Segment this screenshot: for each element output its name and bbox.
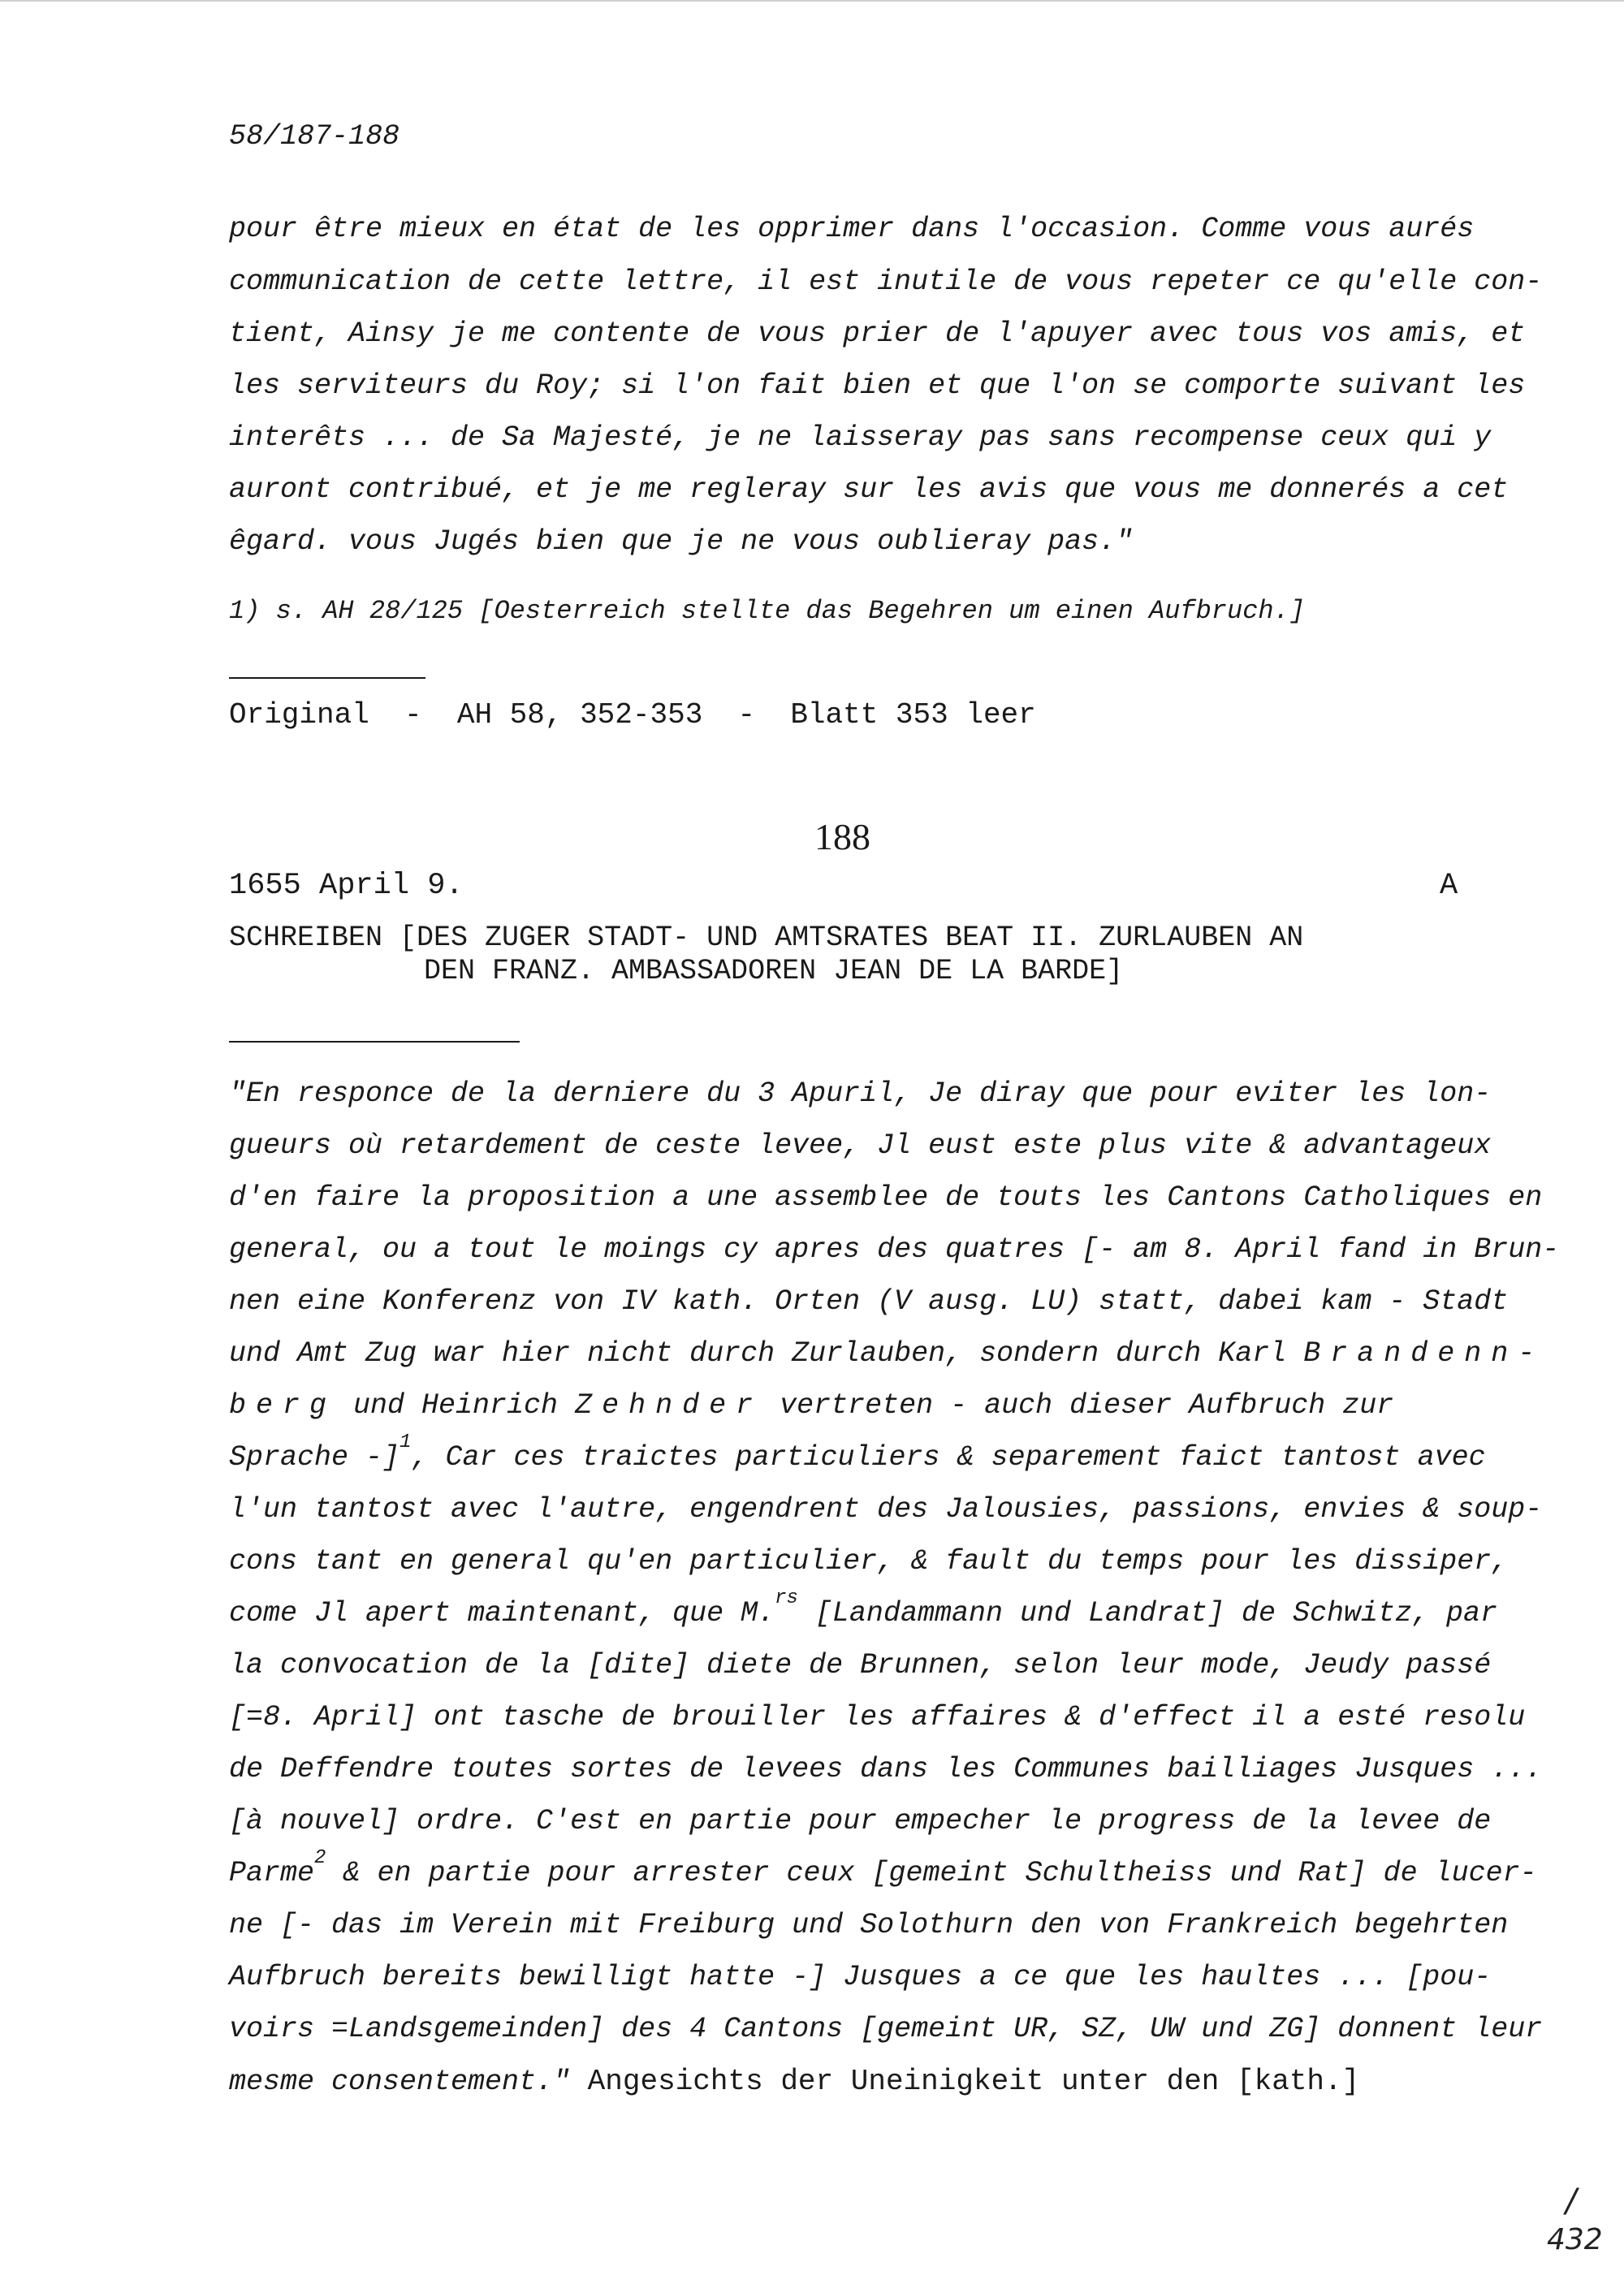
source-note: Original - AH 58, 352-353 - Blatt 353 leer xyxy=(229,698,1036,732)
superscript: rs xyxy=(775,1587,798,1609)
document-date: 1655 April 9. xyxy=(229,869,464,903)
body-text: mesme consentement." xyxy=(229,2066,571,2098)
heading-rule xyxy=(229,1041,520,1043)
body-line: voirs =Landsgemeinden] des 4 Cantons [gemeint UR, SZ, UW und ZG] donnent leur xyxy=(229,2013,1543,2045)
body-line: de Deffendre toutes sortes de levees dans les Communes bailliages Jusques ... xyxy=(229,1753,1543,1785)
scan-top-edge xyxy=(0,0,1624,2)
footnote-rule xyxy=(229,677,425,679)
body-line xyxy=(229,1587,1498,1630)
continuation-line: les serviteurs du Roy; si l'on fait bien et que l'on se comporte suivant les xyxy=(229,369,1526,402)
body-text: und Amt Zug war hier nicht durch Zurlauben, sondern durch Karl xyxy=(229,1337,1304,1370)
footnote-marker: 2 xyxy=(314,1847,326,1869)
body-text: [Landammann und Landrat] de Schwitz, par xyxy=(797,1597,1498,1630)
body-text: Parme xyxy=(229,1857,315,1889)
body-line: "En responce de la derniere du 3 Apuril, Je diray que pour eviter les lon- xyxy=(229,1077,1492,1110)
spaced-name: Brandenn- xyxy=(1303,1337,1545,1370)
continuation-line: communication de cette lettre, il est inutile de vous repeter ce qu'elle con- xyxy=(229,266,1543,298)
body-line: cons tant en general qu'en particulier, & fault du temps pour les dissiper, xyxy=(229,1545,1509,1578)
document-number: 188 xyxy=(814,816,870,857)
page-reference: 58/187-188 xyxy=(229,120,400,153)
body-line: l'un tantost avec l'autre, engendrent des Jalousies, passions, envies & soup- xyxy=(229,1493,1543,1526)
body-line: la convocation de la [dite] diete de Brunnen, selon leur mode, Jeudy passé xyxy=(229,1649,1492,1682)
body-line xyxy=(229,1431,1486,1474)
spaced-name: Zehnder xyxy=(575,1389,763,1422)
body-line: nen eine Konferenz von IV kath. Orten (V ausg. LU) statt, dabei kam - Stadt xyxy=(229,1285,1509,1318)
document-heading-line1: SCHREIBEN [DES ZUGER STADT- UND AMTSRATES BEAT II. ZURLAUBEN AN xyxy=(229,922,1304,954)
body-text: Sprache -] xyxy=(229,1441,400,1474)
continuation-line: êgard. vous Jugés bien que je ne vous oublieray pas." xyxy=(229,525,1134,558)
body-line: ne [- das im Verein mit Freiburg und Solothurn den von Frankreich begehrten xyxy=(229,1909,1509,1941)
body-line: general, ou a tout le moings cy apres des quatres [- am 8. April fand in Brun- xyxy=(229,1233,1560,1266)
body-line xyxy=(229,1337,1544,1370)
body-text: , Car ces traictes particuliers & separement faict tantost avec xyxy=(411,1441,1486,1474)
body-text-upright: Angesichts der Uneinigkeit unter den [kath.] xyxy=(570,2065,1360,2098)
body-line xyxy=(229,1389,1393,1422)
body-line xyxy=(229,2065,1359,2098)
page-mark-slash: / xyxy=(1566,2182,1577,2220)
continuation-line: interêts ... de Sa Majesté, je ne laisseray pas sans recompense ceux qui y xyxy=(229,421,1492,454)
spaced-name: berg xyxy=(229,1389,337,1422)
footnote-marker: 1 xyxy=(400,1431,412,1453)
body-line: [à nouvel] ordre. C'est en partie pour empecher le progress de la levee de xyxy=(229,1805,1492,1837)
body-text: come Jl apert maintenant, que M. xyxy=(229,1597,775,1630)
footnote: 1) s. AH 28/125 [Oesterreich stellte das Begehren um einen Aufbruch.] xyxy=(229,596,1306,626)
body-line: gueurs où retardement de ceste levee, Jl eust este plus vite & advantageux xyxy=(229,1129,1492,1162)
body-line: Aufbruch bereits bewilligt hatte -] Jusques a ce que les haultes ... [pou- xyxy=(229,1961,1492,1993)
body-text: vertreten - auch dieser Aufbruch zur xyxy=(762,1389,1394,1422)
document-type-mark: A xyxy=(1440,869,1458,903)
continuation-line: auront contribué, et je me regleray sur les avis que vous me donnerés a cet xyxy=(229,473,1509,506)
body-line xyxy=(229,1847,1537,1889)
body-line: d'en faire la proposition a une assemblee de touts les Cantons Catholiques en xyxy=(229,1181,1543,1214)
document-heading-line2: DEN FRANZ. AMBASSADOREN JEAN DE LA BARDE] xyxy=(424,955,1124,987)
body-line: [=8. April] ont tasche de brouiller les affaires & d'effect il a esté resolu xyxy=(229,1701,1526,1733)
page-mark-number: 432 xyxy=(1547,2223,1603,2256)
body-text: und Heinrich xyxy=(336,1389,576,1422)
continuation-line: tient, Ainsy je me contente de vous prier de l'apuyer avec tous vos amis, et xyxy=(229,317,1526,350)
continuation-line: pour être mieux en état de les opprimer dans l'occasion. Comme vous aurés xyxy=(229,213,1475,245)
body-text: & en partie pour arrester ceux [gemeint Schultheiss und Rat] de lucer- xyxy=(326,1857,1537,1889)
